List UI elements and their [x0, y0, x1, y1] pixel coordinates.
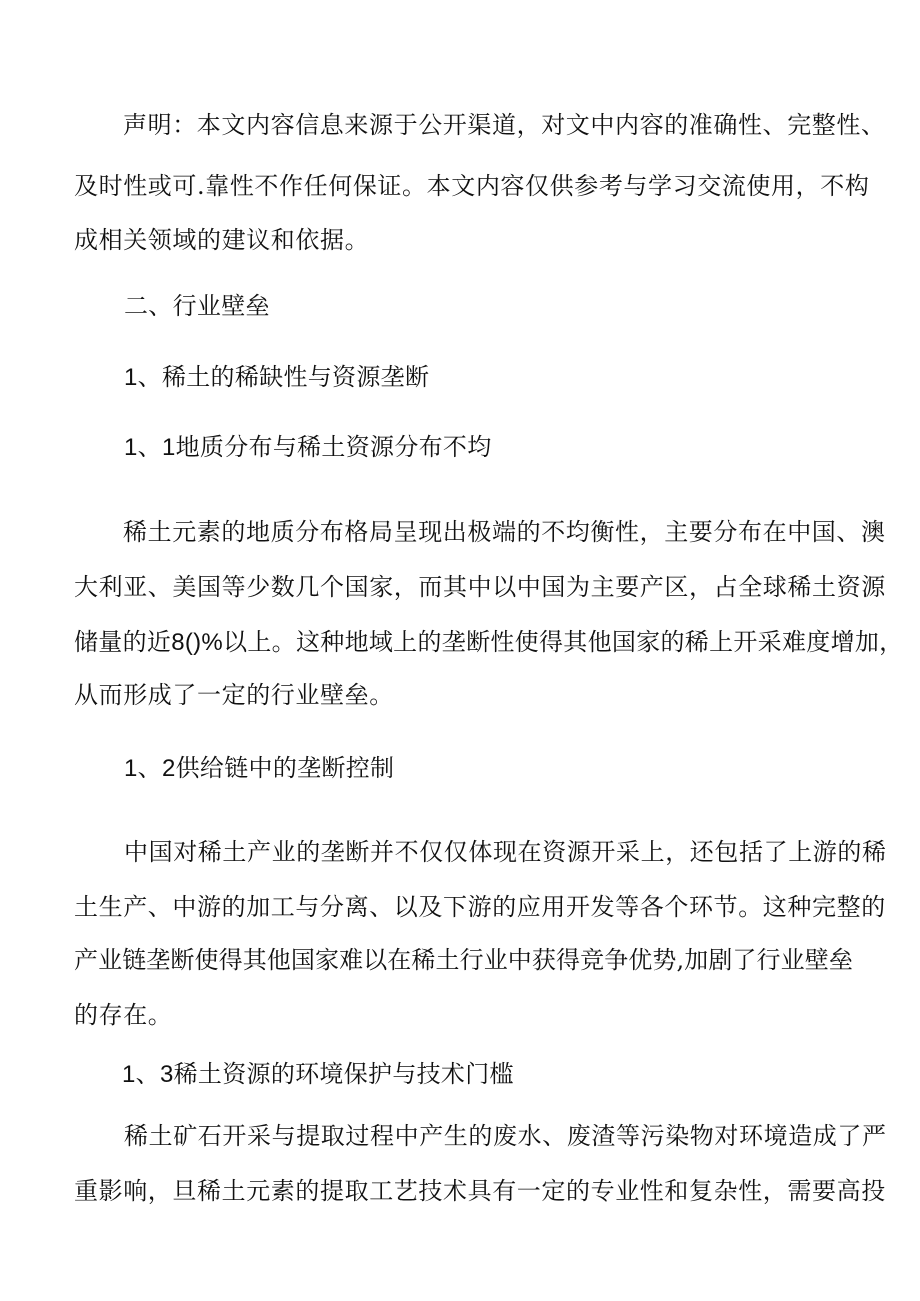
- paragraph-1-line-3-b: 以上。这种地域上的垄断性使得其他国家的稀上开采难度增加，: [223, 628, 904, 656]
- subsection-1-2-separator: 、: [137, 754, 162, 782]
- disclaimer-line-1: 声明：本文内容信息来源于公开渠道，对文中内容的准确性、完整性、: [123, 111, 886, 139]
- paragraph-1-percent: 8()%: [171, 629, 224, 656]
- subsection-1-3-number: 1: [122, 1061, 136, 1088]
- subsection-1-number: 1: [124, 364, 138, 391]
- subsection-1-3-title: 稀土资源的环境保护与技术门槛: [173, 1060, 514, 1088]
- subsection-1-1-heading: [124, 432, 492, 463]
- subsection-1-title: 、稀土的稀缺性与资源垄断: [137, 363, 430, 391]
- subsection-1-2-heading: [124, 753, 394, 784]
- paragraph-1-line-3-a: 储量的近: [74, 628, 172, 656]
- subsection-1-3-number-2: 3: [159, 1061, 174, 1088]
- section-title: 二、行业壁垒: [124, 292, 270, 320]
- paragraph-2-line-3: 产业链垄断使得其他国家难以在稀土行业中获得竞争优势,加剧了行业壁垒: [74, 946, 853, 974]
- disclaimer-line-2: 及时性或可.靠性不作任何保证。本文内容仅供参考与学习交流使用，不构: [74, 172, 870, 200]
- paragraph-1-line-1: 稀土元素的地质分布格局呈现出极端的不均衡性，主要分布在中国、澳: [123, 518, 886, 546]
- paragraph-3-line-1: 稀土矿石开采与提取过程中产生的废水、废渣等污染物对环境造成了严: [124, 1122, 887, 1150]
- subsection-1-1-number-2: 1: [161, 434, 176, 461]
- disclaimer-line-3: 成相关领域的建议和依据。: [74, 226, 370, 254]
- paragraph-2-line-4: 的存在。: [74, 1001, 173, 1029]
- subsection-1-heading: [124, 362, 429, 393]
- paragraph-1-line-3: [74, 627, 903, 658]
- subsection-1-3-heading: [122, 1059, 514, 1090]
- paragraph-1-line-2: 大利亚、美国等少数几个国家，而其中以中国为主要产区，占全球稀土资源: [74, 573, 886, 601]
- subsection-1-2-number: 1: [124, 755, 138, 782]
- subsection-1-2-title: 供给链中的垄断控制: [175, 754, 395, 782]
- paragraph-1-line-4: 从而形成了一定的行业壁垒。: [74, 681, 394, 709]
- paragraph-2-line-1: 中国对稀土产业的垄断并不仅仅体现在资源开采上，还包括了上游的稀: [124, 838, 887, 866]
- subsection-1-1-title: 地质分布与稀土资源分布不均: [175, 433, 492, 461]
- subsection-1-1-number: 1: [124, 434, 138, 461]
- subsection-1-1-separator: 、: [137, 433, 162, 461]
- paragraph-3-line-2: 重影响，旦稀土元素的提取工艺技术具有一定的专业性和复杂性，需要高投: [74, 1177, 886, 1205]
- subsection-1-3-separator: 、: [135, 1060, 160, 1088]
- paragraph-2-line-2: 土生产、中游的加工与分离、以及下游的应用开发等各个环节。这种完整的: [74, 893, 886, 921]
- subsection-1-2-number-2: 2: [161, 755, 176, 782]
